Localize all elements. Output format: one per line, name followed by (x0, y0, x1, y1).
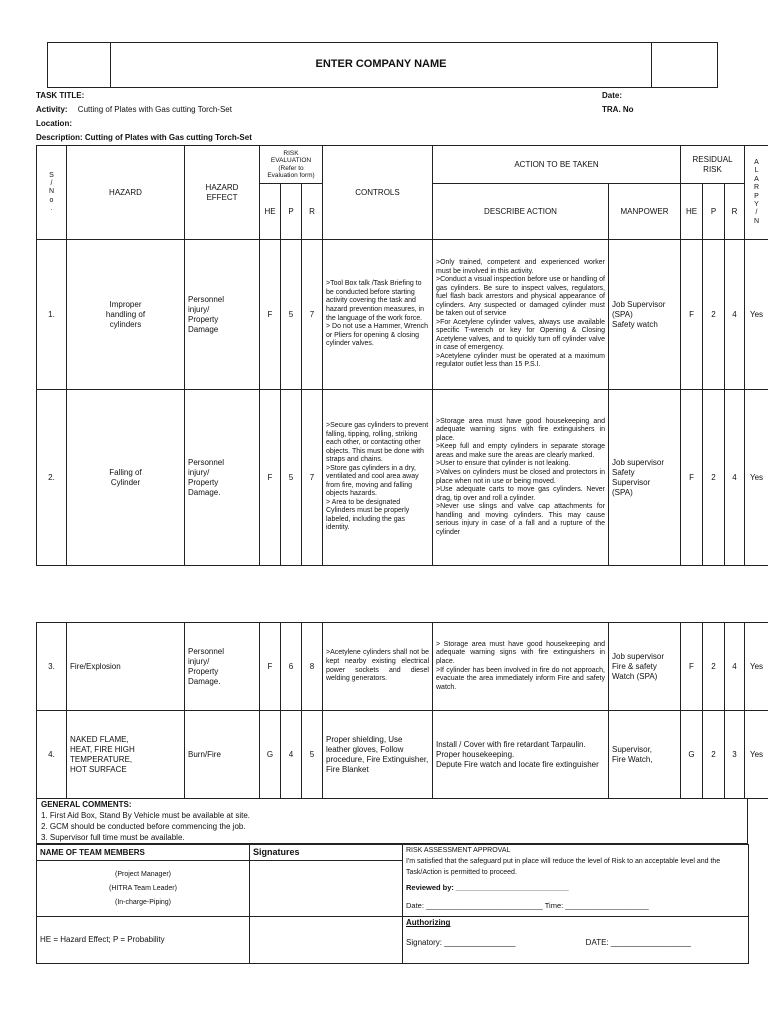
row-residual-r: 4 (725, 623, 745, 711)
approval-title: RISK ASSESSMENT APPROVAL (406, 847, 511, 854)
row-hazard: NAKED FLAME, HEAT, FIRE HIGH TEMPERATURE, HOT SURFACE (67, 711, 185, 799)
row-r: 7 (302, 390, 323, 566)
row-he: F (260, 240, 281, 390)
row-p: 6 (281, 623, 302, 711)
team-member: (In-charge-Piping) (114, 898, 172, 906)
header-risk-evaluation: RISK EVALUATION (Refer to Evaluation form) (260, 146, 323, 184)
row-controls: Proper shielding, Use leather gloves, Follow procedure, Fire Extinguisher, Fire Blanket (323, 711, 433, 799)
row-action: >Storage area must have good housekeeping and adequate warning signs with fire extinguishers in place. >Keep full and empty cylinders in separate storage areas and make sure the areas are clearly marked. >User to ensure that cylinder is not leaking. >Valves on cylinders must be closed and protectors in place when not in use or being moved. >Use adequate carts to move gas cylinders. Never drag, tip over and roll a cylinder. >Never use slings and valve cap attachments for handling and moving cylinders. This may cause serious injury in case of a fall and a rupture of the cylinder (433, 390, 609, 566)
row-p: 5 (281, 390, 302, 566)
general-comments-box (36, 798, 748, 844)
row-residual-he: F (681, 390, 703, 566)
row-r: 5 (302, 711, 323, 799)
header-hazard-effect: HAZARD EFFECT (185, 146, 260, 240)
row-he: F (260, 623, 281, 711)
header-residual-r: R (725, 184, 745, 240)
row-effect: Personnel injury/ Property Damage. (185, 390, 260, 566)
signature-cell[interactable] (250, 917, 403, 964)
team-member: (HITRA Team Leader) (109, 884, 177, 892)
row-action: > Storage area must have good housekeeping and adequate warning signs with fire extinguishers in place. >If cylinder has been involved in fire do not approach, evacuate the area immediately inform Fire and safety watch. (433, 623, 609, 711)
row-controls: >Acetylene cylinders shall not be kept nearby existing electrical power sockets and diesel welding generators. (323, 623, 433, 711)
row-r: 8 (302, 623, 323, 711)
reviewed-by-line: Reviewed by: ___________________________ (406, 882, 569, 892)
description: Description: Cutting of Plates with Gas cutting Torch-Set (36, 133, 252, 142)
signatures-header: Signatures (250, 845, 403, 861)
company-name: ENTER COMPANY NAME (111, 43, 652, 88)
header-residual-he: HE (681, 184, 703, 240)
date-label: Date: (602, 91, 623, 100)
row-residual-p: 2 (703, 711, 725, 799)
row-alarp: Yes (745, 711, 768, 799)
general-comments-title: GENERAL COMMENTS: (41, 800, 132, 809)
row-residual-p: 2 (703, 390, 725, 566)
signature-cell[interactable] (250, 861, 403, 917)
row-p: 4 (281, 711, 302, 799)
row-sno: 4. (37, 711, 67, 799)
team-members-header: NAME OF TEAM MEMBERS (37, 845, 250, 861)
row-effect: Burn/Fire (185, 711, 260, 799)
tra-number-label: TRA. No (602, 105, 634, 114)
row-alarp: Yes (745, 623, 768, 711)
row-effect: Personnel injury/ Property Damage (185, 240, 260, 390)
row-hazard: Falling of Cylinder (67, 390, 185, 566)
row-controls: >Secure gas cylinders to prevent falling, tipping, rolling, striking each other, or contacting other objects. This must be done with straps and chains. >Store gas cylinders in a dry, ventilated and cool area away from fire, moving and falling objects hazards. > Area to be designated Cylinders must be properly labeled, including the gas identity. (323, 390, 433, 566)
row-sno: 1. (37, 240, 67, 390)
header-manpower: MANPOWER (609, 184, 681, 240)
company-header (47, 42, 718, 88)
approval-statement: I'm satisfied that the safeguard put in place will reduce the level of Risk to an acceptable level and the Task/Action is permitted to proceed. (406, 857, 721, 876)
legend: HE = Hazard Effect; P = Probability (37, 917, 250, 964)
risk-table-page-2 (36, 622, 768, 799)
general-comment-item: 2. GCM should be conducted before commencing the job. (41, 822, 246, 831)
row-residual-he: G (681, 711, 703, 799)
row-he: F (260, 390, 281, 566)
row-manpower: Job supervisor Safety Supervisor (SPA) (609, 390, 681, 566)
header-r: R (302, 184, 323, 240)
logo-left-cell (48, 43, 111, 88)
header-p: P (281, 184, 302, 240)
row-effect: Personnel injury/ Property Damage. (185, 623, 260, 711)
location-label: Location: (36, 119, 72, 128)
logo-right-cell (652, 43, 718, 88)
header-sno: S / N o . (37, 146, 67, 240)
row-he: G (260, 711, 281, 799)
table-row (37, 711, 768, 799)
row-manpower: Supervisor, Fire Watch, (609, 711, 681, 799)
row-residual-p: 2 (703, 240, 725, 390)
header-he: HE (260, 184, 281, 240)
team-member: (Project Manager) (114, 870, 172, 878)
general-comment-item: 1. First Aid Box, Stand By Vehicle must be available at site. (41, 811, 250, 820)
approval-table (36, 844, 749, 964)
header-controls: CONTROLS (323, 146, 433, 240)
row-hazard: Fire/Explosion (67, 623, 185, 711)
authorizing-title: Authorizing (406, 918, 451, 928)
activity-value: Cutting of Plates with Gas cutting Torch-Set (77, 105, 232, 114)
table-row (37, 390, 768, 566)
date-time-line: Date: ____________________________ Time: ____________________ (406, 901, 649, 911)
table-row (37, 240, 768, 390)
row-hazard: Improper handling of cylinders (67, 240, 185, 390)
general-comment-item: 3. Supervisor full time must be available. (41, 833, 185, 842)
header-describe-action: DESCRIBE ACTION (433, 184, 609, 240)
row-action: >Only trained, competent and experienced worker must be involved in this activity. >Conduct a visual inspection before use or handling of gas cylinders. Be sure to inspect valves, regulators, fuel flash back arrestors and physical appearance of cylinders. Any suspected or damaged cylinder must be taken out of service >For Acetylene cylinder valves, always use available specific T-wrench or key for Opening & Closing Acetylene valves, and to quickly turn off cylinder valve in case of emergency. >Acetylene cylinder must be operated at a maximum regulator outlet less than 15 P.S.I. (433, 240, 609, 390)
row-alarp: Yes (745, 390, 768, 566)
row-residual-r: 4 (725, 390, 745, 566)
header-hazard: HAZARD (67, 146, 185, 240)
authorizing-cell (403, 917, 749, 964)
row-sno: 3. (37, 623, 67, 711)
task-title-label: TASK TITLE: (36, 91, 85, 100)
header-residual-p: P (703, 184, 725, 240)
row-manpower: Job Supervisor (SPA) Safety watch (609, 240, 681, 390)
table-row (37, 623, 768, 711)
signatory-line: Signatory: ________________ (406, 938, 516, 948)
row-manpower: Job supervisor Fire & safety Watch (SPA) (609, 623, 681, 711)
header-action-to-be-taken: ACTION TO BE TAKEN (433, 146, 681, 184)
row-residual-he: F (681, 623, 703, 711)
row-sno: 2. (37, 390, 67, 566)
team-members-list (37, 861, 250, 917)
row-residual-r: 3 (725, 711, 745, 799)
row-action: Install / Cover with fire retardant Tarpaulin. Proper housekeeping. Depute Fire watch and locate fire extinguisher (433, 711, 609, 799)
row-residual-he: F (681, 240, 703, 390)
authorizing-date-line: DATE: __________________ (585, 938, 691, 948)
row-alarp: Yes (745, 240, 768, 390)
header-alarp: A L A R P Y / N (745, 146, 768, 240)
approval-cell (403, 845, 749, 917)
header-residual-risk: RESIDUAL RISK (681, 146, 745, 184)
activity-line (36, 102, 232, 117)
activity-label: Activity: (36, 105, 68, 114)
row-r: 7 (302, 240, 323, 390)
row-p: 5 (281, 240, 302, 390)
row-residual-p: 2 (703, 623, 725, 711)
risk-table-page-1 (36, 145, 768, 566)
row-controls: >Tool Box talk /Task Briefing to be conducted before starting activity covering the task and hazard prevention measures, in the language of the work force. > Do not use a Hammer, Wrench or Pliers for opening & closing cylinder valves. (323, 240, 433, 390)
row-residual-r: 4 (725, 240, 745, 390)
